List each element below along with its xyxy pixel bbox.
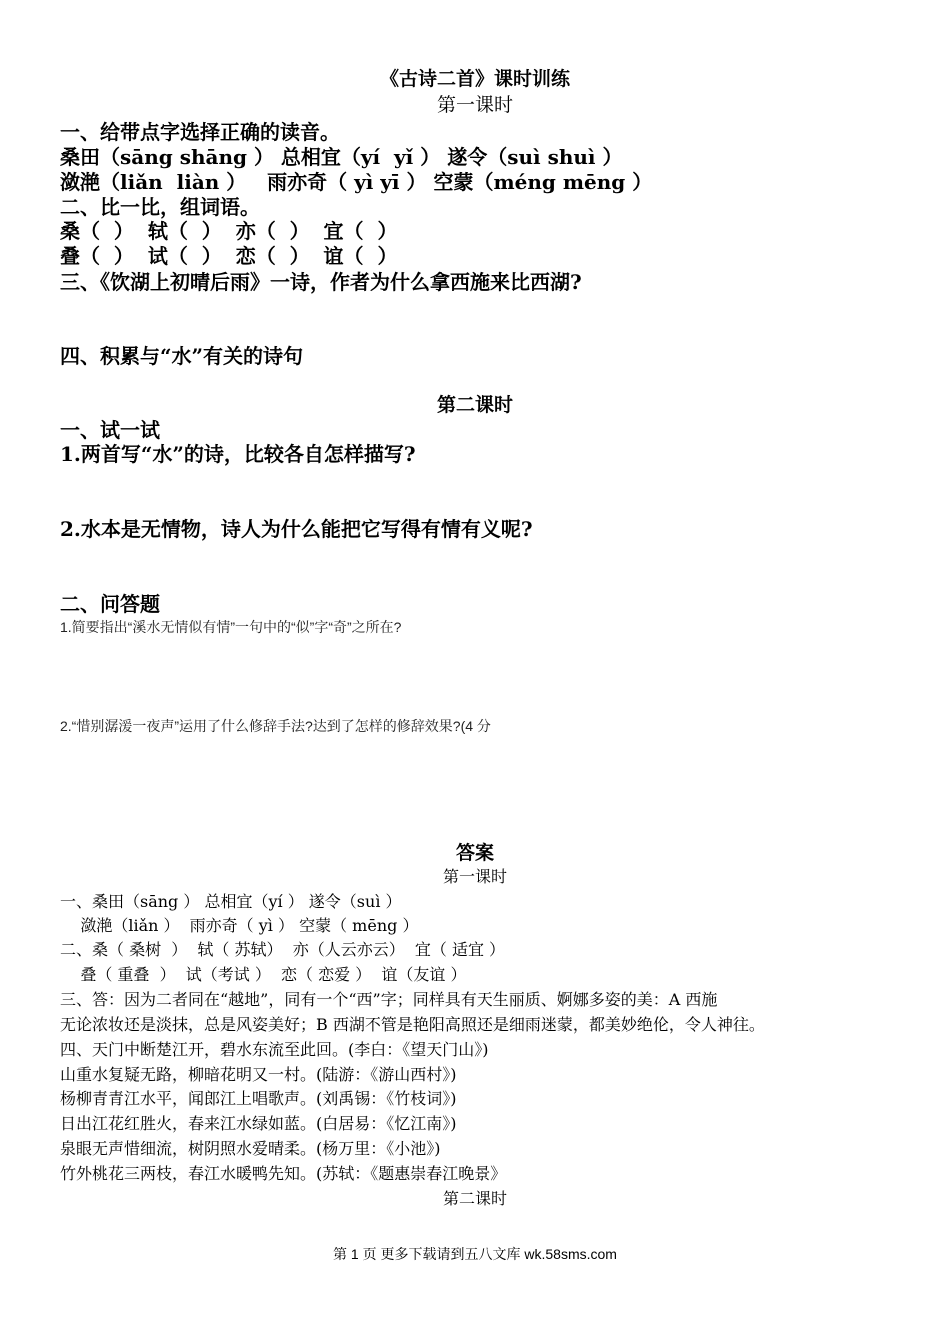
q4-text: 四、积累与“水”有关的诗句 — [60, 344, 304, 368]
page-title: 《古诗二首》课时训练 — [379, 68, 570, 90]
answer-line: 竹外桃花三两枝，春江水暖鸭先知。(苏轼：《题惠崇春江晚景》 — [60, 1164, 507, 1183]
q2-heading: 二、比一比，组词语。 — [60, 195, 260, 219]
q3-text: 三、《饮湖上初晴后雨》一诗，作者为什么拿西施来比西湖? — [60, 270, 582, 294]
answer-line: 四、天门中断楚江开，碧水东流至此回。(李白：《望天门山》) — [60, 1040, 489, 1059]
answers-lesson2-heading: 第二课时 — [442, 1189, 507, 1208]
answer-line: 叠（ 重叠 ） 试（考试 ） 恋（ 恋爱 ） 谊（友谊 ） — [60, 965, 467, 984]
l2-short-question-2: 2.“惜别潺湲一夜声”运用了什么修辞手法?达到了怎样的修辞效果?(4 分 — [60, 718, 491, 734]
answer-line: 二、桑（ 桑树 ） 轼（ 苏轼） 亦（人云亦云） 宜（ 适宜 ） — [60, 940, 506, 959]
l2-part1-heading: 一、试一试 — [60, 418, 160, 442]
answer-line: 无论浓妆还是淡抹，总是风姿美好；B 西湖不管是艳阳高照还是细雨迷蒙，都美妙绝伦，令人神往。 — [60, 1015, 765, 1034]
answer-line: 泉眼无声惜细流，树阴照水爱晴柔。(杨万里：《小池》) — [60, 1139, 441, 1158]
l2-part2-heading: 二、问答题 — [60, 592, 160, 616]
answers-lesson1-heading: 第一课时 — [442, 867, 507, 886]
q2-row-1: 桑（ ） 轼（ ） 亦（ ） 宜（ ） — [60, 219, 398, 243]
q1-heading: 一、给带点字选择正确的读音。 — [60, 120, 340, 144]
l2-short-question-1: 1.简要指出“溪水无情似有情”一句中的“似”字“奇”之所在? — [60, 619, 402, 635]
page-footer: 第 1 页 更多下载请到五八文库 wk.58sms.com — [333, 1246, 617, 1262]
answer-line: 日出江花红胜火，春来江水绿如蓝。(白居易：《忆江南》) — [60, 1114, 457, 1133]
l2-question-1: 1.两首写“水”的诗，比较各自怎样描写? — [60, 442, 416, 466]
answer-line: 一、桑田（sāng ） 总相宜（yí ） 遂令（suì ） — [60, 892, 402, 911]
l2-question-2: 2.水本是无情物，诗人为什么能把它写得有情有义呢? — [60, 517, 533, 541]
answer-line: 山重水复疑无路，柳暗花明又一村。(陆游：《游山西村》) — [60, 1065, 457, 1084]
lesson1-heading: 第一课时 — [436, 94, 513, 116]
answers-heading: 答案 — [455, 842, 494, 864]
answer-line: 潋滟（liǎn ） 雨亦奇（ yì ） 空蒙（ mēng ） — [60, 916, 419, 935]
q2-row-2: 叠（ ） 试（ ） 恋（ ） 谊（ ） — [60, 244, 398, 268]
answer-line: 杨柳青青江水平，闻郎江上唱歌声。(刘禹锡：《竹枝词》) — [60, 1089, 457, 1108]
lesson2-heading: 第二课时 — [436, 394, 513, 416]
q1-row-2: 潋滟（liǎn liàn ） 雨亦奇（ yì yī ） 空蒙（méng mēng ） — [60, 170, 653, 194]
q1-row-1: 桑田（sāng shāng ） 总相宜（yí yǐ ） 遂令（suì shuì ） — [60, 145, 623, 169]
answer-line: 三、答：因为二者同在“越地”，同有一个“西”字；同样具有天生丽质、婀娜多姿的美：A 西施 — [60, 990, 718, 1009]
